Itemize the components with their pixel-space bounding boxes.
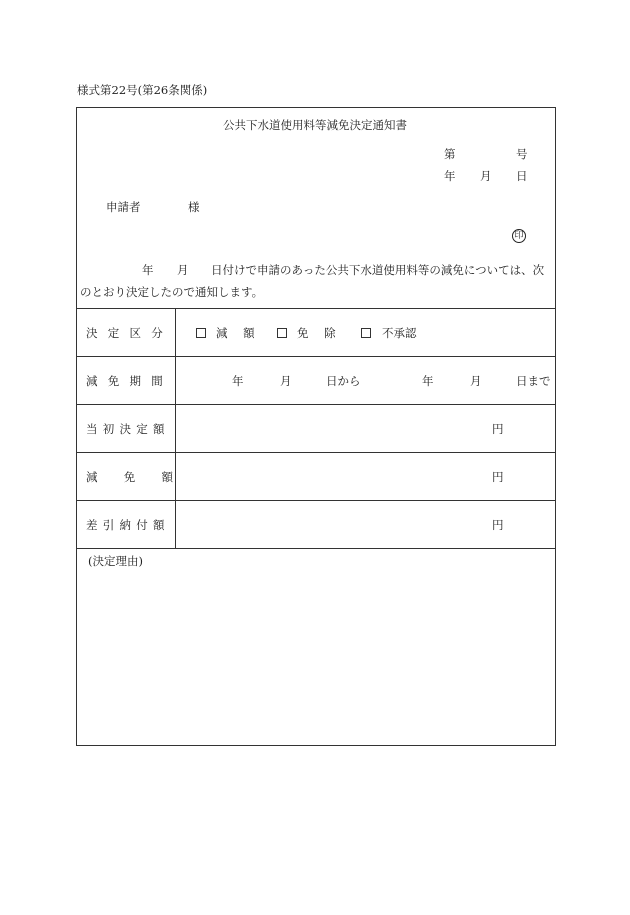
period-end-month: 月	[470, 374, 482, 388]
table-rule	[77, 308, 555, 309]
body-text-line1: 日付けで申請のあった公共下水道使用料等の減免については、次	[211, 263, 545, 277]
notice-form-frame	[76, 107, 556, 746]
body-year: 年	[142, 263, 154, 277]
period-end-day: 日まで	[516, 374, 551, 388]
table-rule	[77, 356, 555, 357]
option-reduction-label: 減 額	[216, 326, 255, 340]
period-start-year: 年	[232, 374, 244, 388]
table-rule	[77, 548, 555, 549]
document-number-suffix: 号	[516, 147, 528, 161]
issue-date-year: 年	[444, 169, 456, 183]
issue-date-day: 日	[516, 169, 528, 183]
initial-amount-unit: 円	[492, 422, 504, 436]
issue-date-month: 月	[480, 169, 492, 183]
applicant-honorific: 様	[188, 200, 200, 214]
decision-reason-label: (決定理由)	[88, 554, 143, 568]
seal-mark-icon: 印	[512, 229, 526, 243]
decision-label: 決 定 区 分	[86, 326, 164, 340]
net-amount-unit: 円	[492, 518, 504, 532]
form-title: 公共下水道使用料等減免決定通知書	[223, 118, 407, 132]
form-number-label: 様式第22号(第26条関係)	[77, 83, 208, 97]
body-text-line2: のとおり決定したので通知します。	[80, 285, 264, 299]
table-rule	[77, 404, 555, 405]
table-column-divider	[175, 308, 176, 548]
period-start-day: 日から	[326, 374, 361, 388]
table-rule	[77, 500, 555, 501]
applicant-label: 申請者	[106, 200, 141, 214]
checkbox-reduction[interactable]	[196, 328, 206, 338]
reduction-amount-unit: 円	[492, 470, 504, 484]
net-amount-label: 差 引 納 付 額	[86, 518, 165, 532]
checkbox-not-approved[interactable]	[361, 328, 371, 338]
body-month: 月	[177, 263, 189, 277]
period-start-month: 月	[280, 374, 292, 388]
checkbox-exemption[interactable]	[277, 328, 287, 338]
initial-amount-label: 当 初 決 定 額	[86, 422, 165, 436]
option-not-approved-label: 不承認	[382, 326, 417, 340]
option-exemption-label: 免 除	[297, 326, 336, 340]
reduction-amount-label: 減 免 額	[86, 470, 174, 484]
period-label: 減 免 期 間	[86, 374, 164, 388]
table-rule	[77, 452, 555, 453]
period-end-year: 年	[422, 374, 434, 388]
document-number-prefix: 第	[444, 147, 456, 161]
